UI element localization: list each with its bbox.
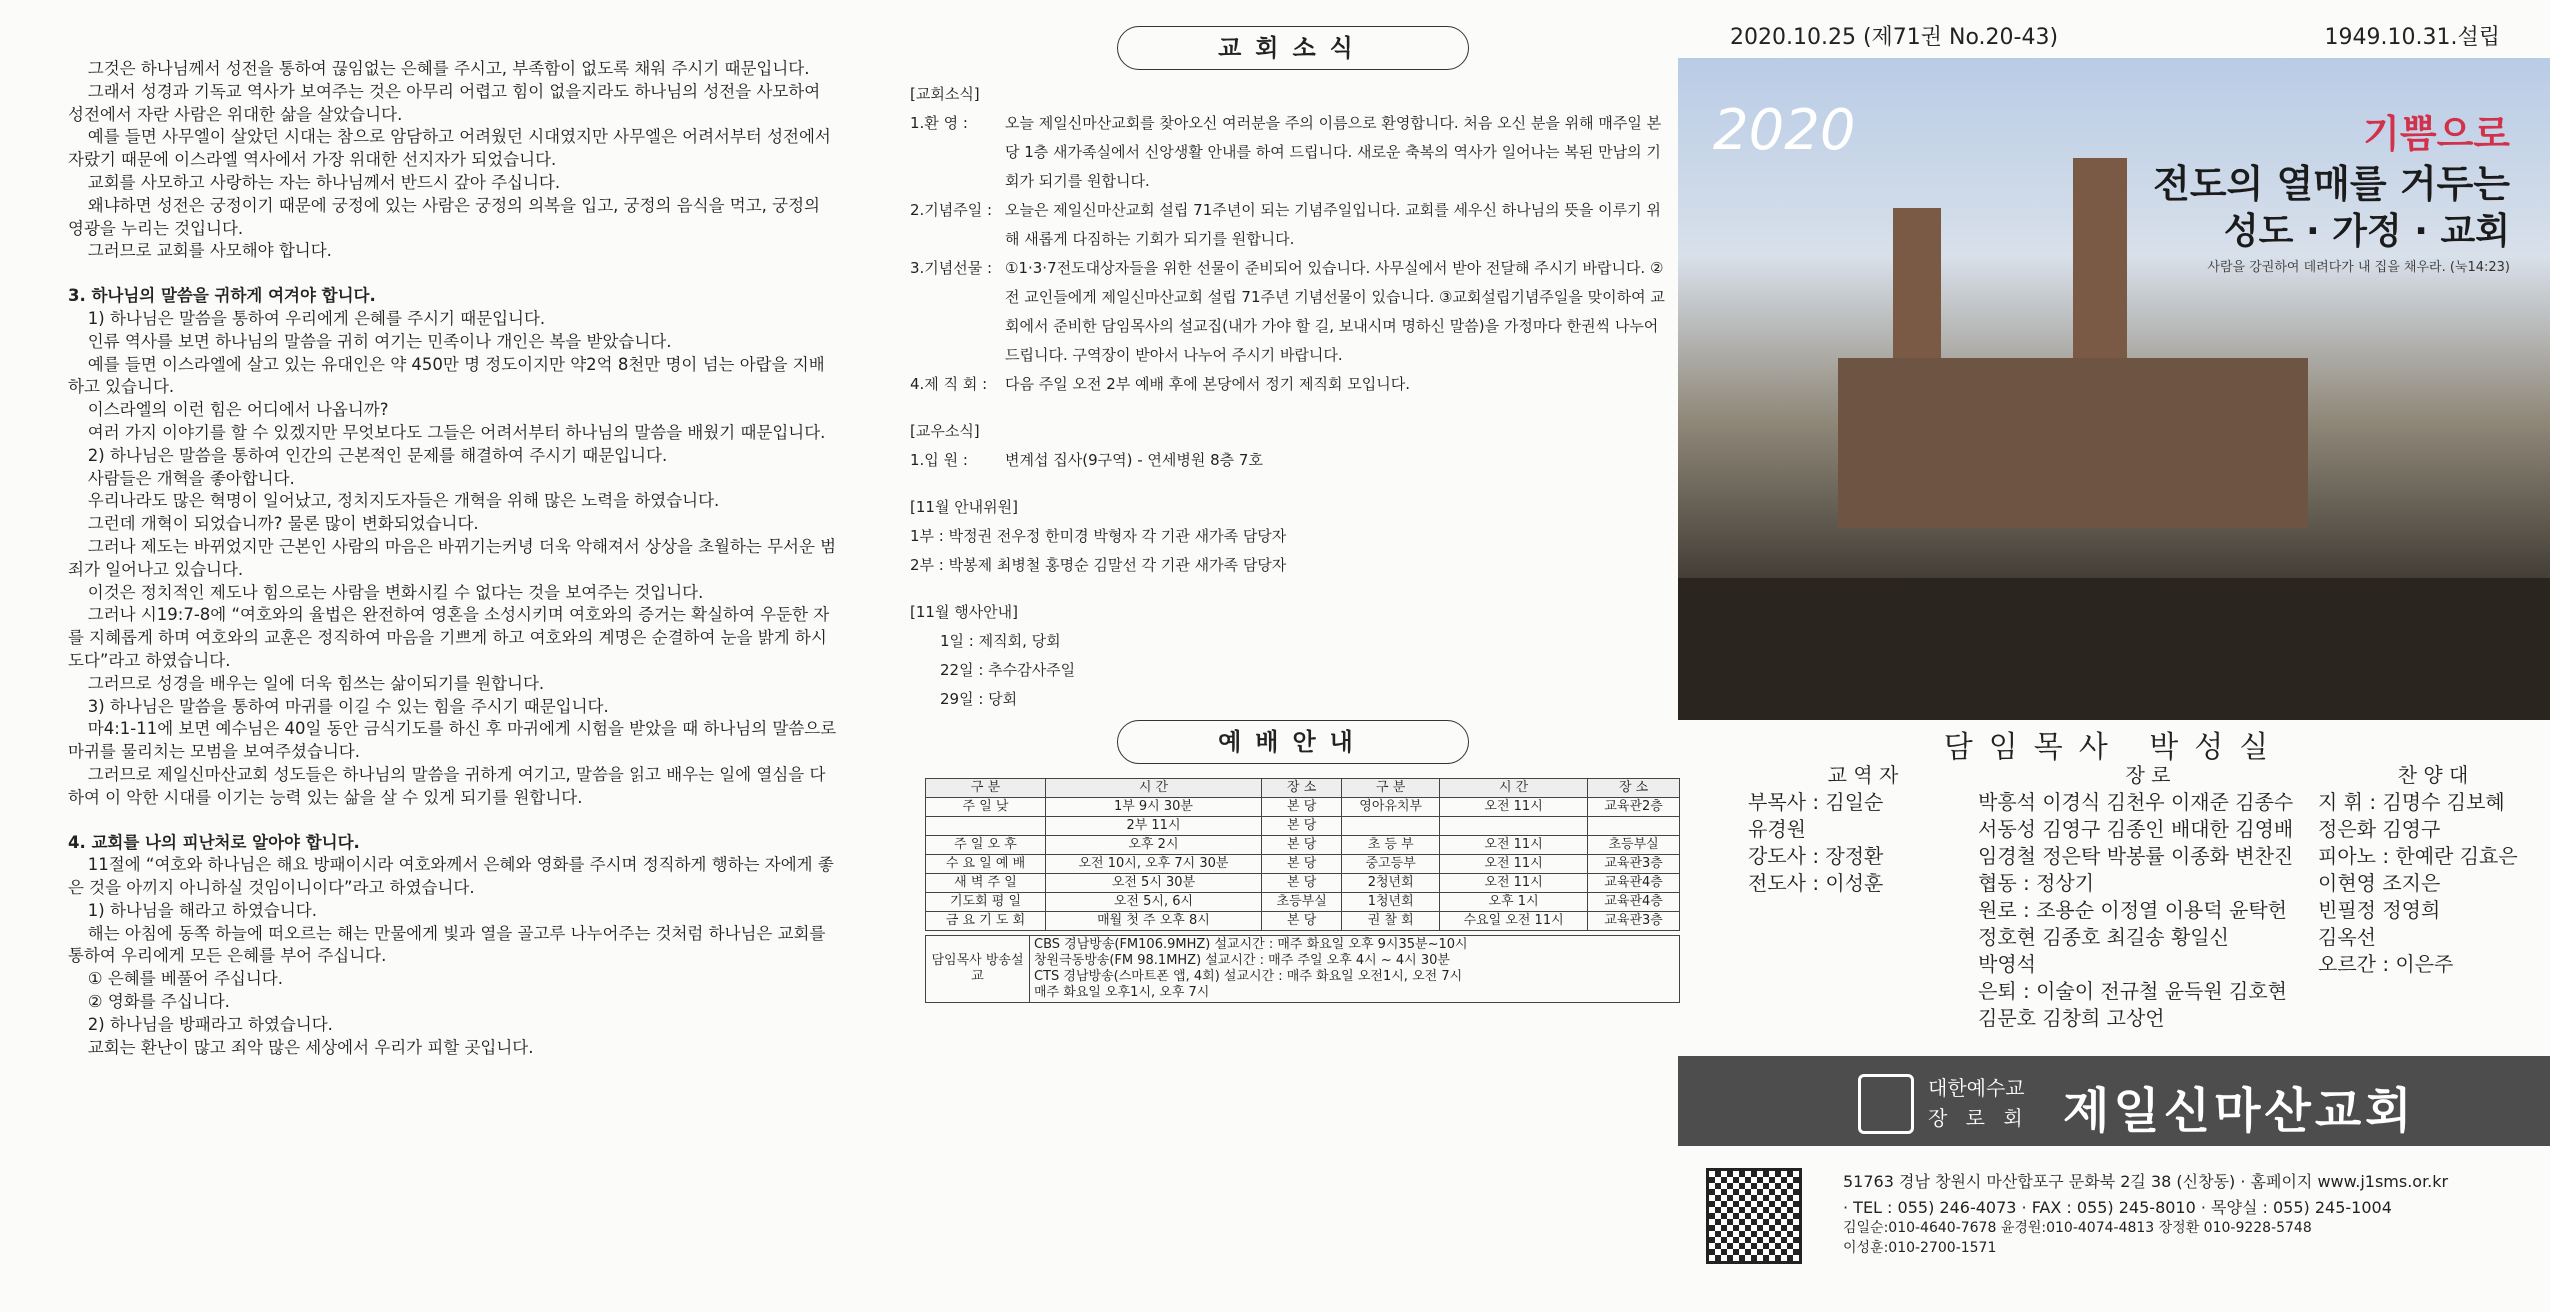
broadcast-label: 담임목사 방송설교: [926, 936, 1030, 1003]
member-text: 변계섭 집사(9구역) - 연세병원 8층 7호: [1005, 451, 1263, 469]
worship-cell: 본 당: [1261, 836, 1341, 855]
choir-column: [2318, 762, 2548, 978]
news-item-label: 2.기념주일 :: [910, 201, 993, 219]
worship-cell: 1청년회: [1342, 893, 1440, 912]
paragraph: 사람들은 개혁을 좋아합니다.: [87, 468, 295, 488]
slogan-line3: 성도 · 가정 · 교회: [2223, 211, 2510, 252]
worship-cell: 초등부실: [1261, 893, 1341, 912]
worship-cell: 본 당: [1261, 798, 1341, 817]
slogan-line1: 기쁨으로: [2363, 112, 2510, 156]
broadcast-line: CTS 경남방송(스마트폰 앱, 4회) 설교시간 : 매주 화요일 오전1시, 오전 7시: [1034, 969, 1463, 984]
event-line: 22일 : 추수감사주일: [940, 661, 1076, 679]
worship-cell: 권 찰 회: [1342, 912, 1440, 931]
broadcast-line: 매주 화요일 오후1시, 오후 7시: [1034, 985, 1210, 1000]
broadcast-list: [1030, 936, 1680, 1003]
paragraph: 여러 가지 이야기를 할 수 있겠지만 무엇보다도 그들은 어려서부터 하나님의 말씀을 배웠기 때문입니다.: [87, 422, 826, 442]
worship-cell: [1342, 817, 1440, 836]
church-logo-icon: [1858, 1074, 1914, 1134]
worship-header-cell: 장 소: [1261, 779, 1341, 798]
clergy-line: 유경원: [1748, 817, 1806, 841]
worship-cell: 교육관3층: [1588, 855, 1680, 874]
denomination-line1: 대한예수교: [1928, 1076, 2025, 1100]
paragraph: 그러므로 성경을 배우는 일에 더욱 힘쓰는 삶이되기를 원합니다.: [87, 673, 545, 693]
elders-line: 은퇴 : 이술이 전규철 윤득원 김호현: [1978, 979, 2288, 1003]
worship-cell: 영아유치부: [1342, 798, 1440, 817]
paragraph: 1) 하나님은 말씀을 통하여 우리에게 은혜를 주시기 때문입니다.: [87, 308, 546, 328]
news-items: [910, 109, 1675, 399]
worship-cell: 교육관4층: [1588, 893, 1680, 912]
elders-line: 임경철 정은탁 박봉률 이종화 변찬진: [1978, 844, 2294, 868]
news-item: [910, 254, 1675, 370]
elders-head: 장 로: [2125, 763, 2171, 787]
cover-column: [1678, 0, 2550, 1312]
events-list: [910, 627, 1675, 714]
paragraph: 1) 하나님을 해라고 하였습니다.: [87, 900, 317, 920]
news-item-label: 3.기념선물 :: [910, 259, 993, 277]
paragraph: 해는 아침에 동쪽 하늘에 떠오르는 해는 만물에게 빛과 열을 골고루 나누어주는 것처럼 하나님은 교회를 통하여 우리에게 모든 은혜를 부어 주십니다.: [68, 923, 826, 966]
worship-cell: 오전 5시 30분: [1046, 874, 1262, 893]
clergy-head: 교 역 자: [1827, 763, 1899, 787]
news-item-text: 오늘 제일신마산교회를 찾아오신 여러분을 주의 이름으로 환영합니다. 처음 오신 분을 위해 매주일 본당 1층 새가족실에서 신앙생활 안내를 하여 드립니다. 새로운 축복의 역사가 일어나는 복된 만남의 기회가 되기를 원합니다.: [1005, 114, 1662, 190]
worship-cell: [1588, 817, 1680, 836]
cover-verse: 사람을 강권하여 데려다가 내 집을 채우라. (눅14:23): [2207, 260, 2510, 275]
elders-list: [1978, 789, 2318, 1032]
issue-date: 2020.10.25 (제71권 No.20-43): [1730, 25, 2059, 50]
contacts-line1: 김일순:010-4640-7678 윤경원:010-4074-4813 장정환 010-9228-5748: [1843, 1220, 2312, 1236]
member-section-title: [교우소식]: [910, 422, 980, 440]
elders-column: [1978, 762, 2318, 1032]
worship-row: [926, 912, 1680, 931]
worship-header-cell: 시 간: [1439, 779, 1587, 798]
paragraph: 교회는 환난이 많고 죄악 많은 세상에서 우리가 피할 곳입니다.: [87, 1037, 534, 1057]
section-heading: 3. 하나님의 말씀을 귀하게 여겨야 합니다.: [68, 286, 376, 306]
member-label: 1.입 원 :: [910, 451, 968, 469]
paragraph: 그러나 제도는 바뀌었지만 근본인 사람의 마음은 바뀌기는커녕 더욱 악해져서 상상을 초월하는 무서운 범죄가 일어나고 있습니다.: [68, 536, 837, 579]
news-item-label: 4.제 직 회 :: [910, 375, 988, 393]
choir-line: 김옥선: [2318, 925, 2376, 949]
pastor-title: 담임목사 박성실: [1943, 730, 2285, 765]
worship-cell: 중고등부: [1342, 855, 1440, 874]
choir-list: [2318, 789, 2548, 978]
worship-cell: 오전 5시, 6시: [1046, 893, 1262, 912]
events-title: [11월 행사안내]: [910, 603, 1019, 621]
worship-header-cell: 시 간: [1046, 779, 1262, 798]
elders-line: 서동성 김영구 김종인 배대한 김영배: [1978, 817, 2294, 841]
worship-cell: 수요일 오전 11시: [1439, 912, 1587, 931]
worship-cell: 수 요 일 예 배: [926, 855, 1046, 874]
paragraph: 그런데 개혁이 되었습니까? 물론 많이 변화되었습니다.: [87, 514, 479, 534]
choir-line: 이현영 조지은: [2318, 871, 2441, 895]
worship-cell: 1부 9시 30분: [1046, 798, 1262, 817]
worship-cell: 초 등 부: [1342, 836, 1440, 855]
clergy-list: [1748, 789, 1978, 897]
news-item: [910, 196, 1675, 254]
paragraph: 그러나 시19:7-8에 “여호와의 율법은 완전하여 영혼을 소성시키며 여호와의 증거는 확실하여 우둔한 자를 지혜롭게 하며 여호와의 교훈은 정직하여 마음을 기쁘게 하고 여호와의 계명은 순결하여 눈을 밝게 하시도다”라고 하였습니다.: [68, 605, 830, 670]
elders-line: 정호현 김종호 최길송 황일신: [1978, 925, 2229, 949]
ushers-list: [910, 522, 1675, 580]
qr-code-icon: [1706, 1168, 1802, 1264]
church-building: [1838, 358, 2308, 528]
paragraph: 그래서 성경과 기독교 역사가 보여주는 것은 아무리 어렵고 힘이 없을지라도 하나님의 성전을 사모하여 성전에서 자란 사람은 위대한 삶을 살았습니다.: [68, 81, 821, 124]
worship-banner: 예배안내: [1117, 720, 1469, 764]
slogan-line2: 전도의 열매를 거두는: [2153, 162, 2510, 206]
worship-header-cell: 구 분: [926, 779, 1046, 798]
choir-line: 오르간 : 이은주: [2318, 952, 2454, 976]
worship-cell: 주 일 낮: [926, 798, 1046, 817]
elders-line: 협동 : 정상기: [1978, 871, 2095, 895]
worship-row: [926, 798, 1680, 817]
worship-cell: 본 당: [1261, 912, 1341, 931]
worship-cell: 오후 1시: [1439, 893, 1587, 912]
worship-row: [926, 893, 1680, 912]
worship-header-row: [926, 779, 1680, 798]
worship-cell: 2청년회: [1342, 874, 1440, 893]
worship-cell: 본 당: [1261, 874, 1341, 893]
usher-line: 1부 : 박정권 전우정 한미경 박형자 각 기관 새가족 담당자: [910, 527, 1287, 545]
paragraph: 이것은 정치적인 제도나 힘으로는 사람을 변화시킬 수 없다는 것을 보여주는 것입니다.: [87, 582, 704, 602]
elders-line: 박영석: [1978, 952, 2036, 976]
worship-cell: 교육관2층: [1588, 798, 1680, 817]
founded-date: 1949.10.31.설립: [2324, 25, 2500, 50]
elders-line: 원로 : 조용순 이정열 이용덕 윤탁헌: [1978, 898, 2288, 922]
worship-row: [926, 855, 1680, 874]
paragraph: 교회를 사모하고 사랑하는 자는 하나님께서 반드시 갚아 주십니다.: [87, 172, 561, 192]
church-photo: [1678, 58, 2550, 720]
worship-cell: [926, 817, 1046, 836]
worship-row: [926, 874, 1680, 893]
paragraph: 예를 들면 이스라엘에 살고 있는 유대인은 약 450만 명 정도이지만 약2억 8천만 명이 넘는 아랍을 지배하고 있습니다.: [68, 354, 825, 397]
paragraph: 그러므로 교회를 사모해야 합니다.: [87, 241, 332, 261]
worship-cell: 교육관4층: [1588, 874, 1680, 893]
congregation: [1678, 578, 2550, 720]
paragraph: 2) 하나님을 방패라고 하였습니다.: [87, 1014, 333, 1034]
paragraph: ① 은혜를 베풀어 주십니다.: [87, 969, 283, 989]
choir-line: 피아노 : 한예란 김효은: [2318, 844, 2518, 868]
worship-cell: 오전 10시, 오후 7시 30분: [1046, 855, 1262, 874]
news-item: [910, 370, 1675, 399]
ushers-title: [11월 안내위원]: [910, 498, 1019, 516]
paragraph: 우리나라도 많은 혁명이 일어났고, 정치지도자들은 개혁을 위해 많은 노력을 하였습니다.: [87, 491, 720, 511]
worship-cell: 본 당: [1261, 855, 1341, 874]
paragraph: 인류 역사를 보면 하나님의 말씀을 귀히 여기는 민족이나 개인은 복을 받았습니다.: [87, 331, 672, 351]
clergy-line: 부목사 : 김일순: [1748, 790, 1884, 814]
paragraph: 11절에 “여호와 하나님은 해요 방패이시라 여호와께서 은혜와 영화를 주시며 정직하게 행하는 자에게 좋은 것을 아끼지 아니하실 것임이니이다”라고 하였습니다.: [68, 855, 834, 898]
news-item-text: ①1·3·7전도대상자들을 위한 선물이 준비되어 있습니다. 사무실에서 받아 전달해 주시기 바랍니다. ②전 교인들에게 제일신마산교회 설립 71주년 기념선물이 있습니다. ③교회설립기념주일을 맞이하여 교회에서 준비한 담임목사의 설교집(내가 가야 할 길, 보내시며 명하신 말씀)을 가정마다 한권씩 나누어 드립니다. 구역장이 받아서 나누어 주시기 바랍니다.: [1005, 259, 1665, 364]
paragraph: 그러므로 제일신마산교회 성도들은 하나님의 말씀을 귀하게 여기고, 말씀을 읽고 배우는 일에 열심을 다하여 이 악한 시대를 이기는 능력 있는 삶을 살 수 있게 되기를 원합니다.: [68, 764, 826, 807]
broadcast-line: CBS 경남방송(FM106.9MHZ) 설교시간 : 매주 화요일 오후 9시35분~10시: [1034, 937, 1468, 952]
worship-cell: 교육관3층: [1588, 912, 1680, 931]
worship-cell: 주 일 오 후: [926, 836, 1046, 855]
paragraph: 2) 하나님은 말씀을 통하여 인간의 근본적인 문제를 해결하여 주시기 때문입니다.: [87, 445, 668, 465]
worship-cell: [1439, 817, 1587, 836]
sermon-column: [68, 58, 838, 1059]
clergy-column: [1748, 762, 1978, 897]
news-item: [910, 109, 1675, 196]
worship-cell: 금 요 기 도 회: [926, 912, 1046, 931]
contacts-line2: 이성훈:010-2700-1571: [1843, 1240, 1997, 1256]
worship-cell: 오전 11시: [1439, 798, 1587, 817]
paragraph: 3) 하나님은 말씀을 통하여 마귀를 이길 수 있는 힘을 주시기 때문입니다.: [87, 696, 609, 716]
usher-line: 2부 : 박봉제 최병철 홍명순 김말선 각 기관 새가족 담당자: [910, 556, 1287, 574]
paragraph: ② 영화를 주십니다.: [87, 992, 230, 1012]
worship-cell: 본 당: [1261, 817, 1341, 836]
worship-cell: 초등부실: [1588, 836, 1680, 855]
paragraph: 그것은 하나님께서 성전을 통하여 끊임없는 은혜를 주시고, 부족함이 없도록 채워 주시기 때문입니다.: [87, 59, 810, 78]
news-item-label: 1.환 영 :: [910, 114, 968, 132]
paragraph: 왜냐하면 성전은 궁정이기 때문에 궁정에 있는 사람은 궁정의 의복을 입고, 궁정의 음식을 먹고, 궁정의 영광을 누리는 것입니다.: [68, 195, 820, 238]
choir-head: 찬 양 대: [2397, 763, 2469, 787]
news-section-title: [교회소식]: [910, 85, 980, 103]
choir-line: 정은화 김영구: [2318, 817, 2441, 841]
worship-cell: 2부 11시: [1046, 817, 1262, 836]
worship-row: [926, 817, 1680, 836]
contact-text: [1843, 1172, 2543, 1258]
elders-line: 김문호 김창희 고상언: [1978, 1006, 2165, 1030]
worship-header-cell: 장 소: [1588, 779, 1680, 798]
phones: · TEL : 055) 246-4073 · FAX : 055) 245-8010 · 목양실 : 055) 245-1004: [1843, 1198, 2392, 1217]
event-line: 29일 : 당회: [940, 690, 1018, 708]
clergy-line: 강도사 : 장정환: [1748, 844, 1884, 868]
section-heading: 4. 교회를 나의 피난처로 알아야 합니다.: [68, 832, 360, 852]
worship-table: [925, 778, 1680, 931]
cover-year: 2020: [1713, 98, 1856, 163]
worship-row: [926, 836, 1680, 855]
choir-line: 빈필정 정영희: [2318, 898, 2441, 922]
elders-line: 박흥석 이경식 김천우 이재준 김종수: [1978, 790, 2294, 814]
paragraph: 마4:1-11에 보면 예수님은 40일 동안 금식기도를 하신 후 마귀에게 시험을 받았을 때 하나님의 말씀으로 마귀를 물리치는 모범을 보여주셨습니다.: [68, 719, 837, 762]
clergy-line: 전도사 : 이성훈: [1748, 871, 1884, 895]
worship-cell: 오전 11시: [1439, 874, 1587, 893]
broadcast-table: [925, 935, 1680, 1003]
paragraph: 예를 들면 사무엘이 살았던 시대는 참으로 암담하고 어려웠던 시대였지만 사무엘은 어려서부터 성전에서 자랐기 때문에 이스라엘 역사에서 가장 위대한 선지자가 되었습니다.: [68, 127, 831, 170]
worship-cell: 오전 11시: [1439, 836, 1587, 855]
worship-header-cell: 구 분: [1342, 779, 1440, 798]
paragraph: 이스라엘의 이런 힘은 어디에서 나옵니까?: [87, 400, 389, 420]
denomination-line2: 장 로 회: [1928, 1106, 2029, 1130]
worship-cell: 오후 2시: [1046, 836, 1262, 855]
member-item: [910, 446, 1675, 475]
event-line: 1일 : 제직회, 당회: [940, 632, 1061, 650]
worship-cell: 기도회 평 일: [926, 893, 1046, 912]
worship-cell: 매월 첫 주 오후 8시: [1046, 912, 1262, 931]
news-item-text: 다음 주일 오전 2부 예배 후에 본당에서 정기 제직회 모입니다.: [1005, 375, 1410, 393]
news-column: [910, 26, 1675, 1003]
news-item-text: 오늘은 제일신마산교회 설립 71주년이 되는 기념주일입니다. 교회를 세우신 하나님의 뜻을 이루기 위해 새롭게 다짐하는 기회가 되기를 원합니다.: [1005, 201, 1661, 248]
church-name: 제일신마산교회: [2063, 1083, 2416, 1139]
choir-line: 지 휘 : 김명수 김보혜: [2318, 790, 2505, 814]
church-name-bar: [1678, 1056, 2550, 1146]
broadcast-line: 창원극동방송(FM 98.1MHZ) 설교시간 : 매주 주일 오후 4시 ~ 4시 30분: [1034, 953, 1450, 968]
address: 51763 경남 창원시 마산합포구 문화북 2길 38 (신창동) · 홈페이지 www.j1sms.or.kr: [1843, 1172, 2449, 1191]
worship-cell: 새 벽 주 일: [926, 874, 1046, 893]
news-banner: 교회소식: [1117, 26, 1469, 70]
worship-cell: 오전 11시: [1439, 855, 1587, 874]
